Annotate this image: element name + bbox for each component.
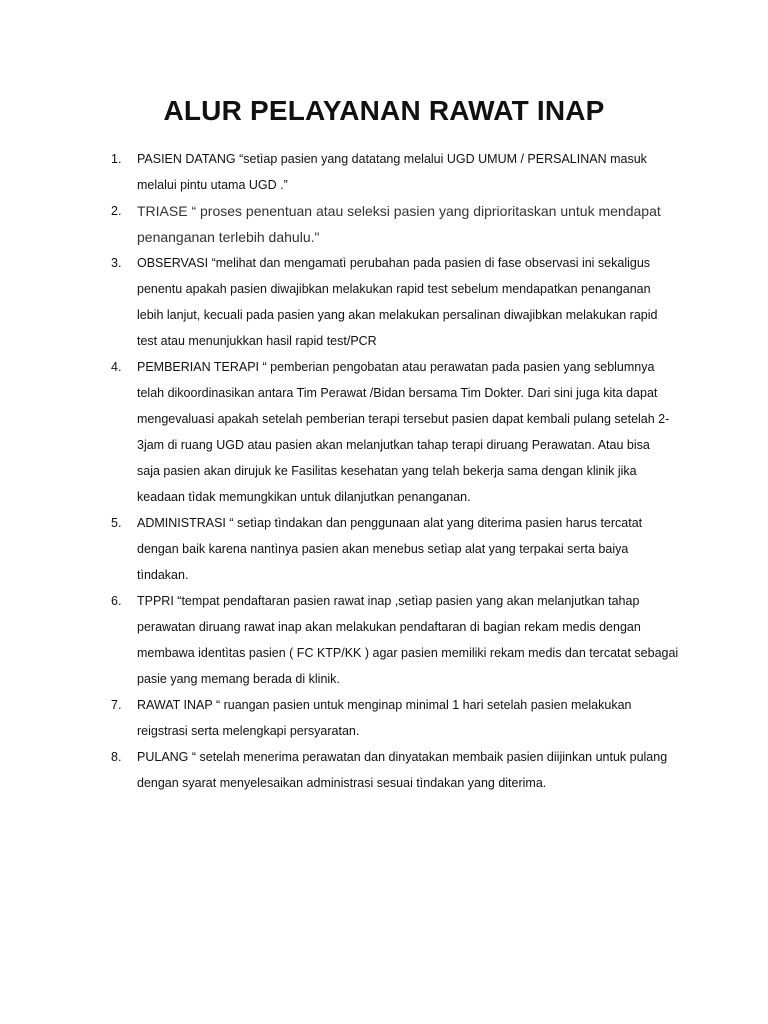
list-item [0, 354, 768, 510]
item-number: 4. [111, 360, 122, 374]
item-line: saja pasien akan dirujuk ke Fasilitas kesehatan yang telah bekerja sama dengan klinik jika [137, 464, 637, 478]
item-text [137, 744, 697, 796]
item-number: 2. [111, 204, 122, 218]
numbered-list [0, 146, 768, 796]
document-title: ALUR PELAYANAN RAWAT INAP [163, 95, 605, 126]
item-number: 3. [111, 256, 122, 270]
item-text [137, 692, 697, 744]
item-text [137, 198, 697, 250]
item-line: telah dikoordinasikan antara Tim Perawat /Bidan bersama Tim Dokter. Dari sini juga kita dapat [137, 386, 658, 400]
item-number: 6. [111, 594, 122, 608]
item-line: tìndakan. [137, 568, 189, 582]
item-line: test atau menunjukkan hasil rapid test/PCR [137, 334, 377, 348]
item-line: perawatan diruang rawat inap akan melakukan pendaftaran di bagian rekam medis dengan [137, 620, 641, 634]
item-line: PULANG “ setelah menerima perawatan dan dinyatakan membaik pasien diijinkan untuk pulang [137, 750, 668, 764]
item-number: 7. [111, 698, 122, 712]
item-line: reigstrasi serta melengkapi persyaratan. [137, 724, 360, 738]
item-text [137, 250, 697, 354]
item-line: penanganan terlebih dahulu." [137, 229, 320, 245]
item-line: pasie yang memang berada di klinik. [137, 672, 340, 686]
list-item [0, 588, 768, 692]
list-item [0, 250, 768, 354]
item-line: keadaan tìdak memungkikan untuk dilanjutkan penanganan. [137, 490, 471, 504]
item-text [137, 146, 697, 198]
item-text [137, 510, 697, 588]
item-text [137, 588, 697, 692]
item-line: OBSERVASI “melihat dan mengamatì perubahan pada pasien di fase observasi ini sekaligus [137, 256, 651, 270]
item-line: TPPRI “tempat pendaftaran pasien rawat inap ,setìap pasien yang akan melanjutkan tahap [137, 594, 640, 608]
list-item [0, 744, 768, 796]
item-line: penentu apakah pasien diwajibkan melakukan rapid test sebelum mendapatkan penanganan [137, 282, 651, 296]
item-number: 8. [111, 750, 122, 764]
item-line: 3jam di ruang UGD atau pasien akan melanjutkan tahap terapi diruang Perawatan. Atau bisa [137, 438, 650, 452]
item-line: ADMINISTRASI “ setìap tìndakan dan penggunaan alat yang diterima pasien harus tercatat [137, 516, 643, 530]
item-line: melalui pintu utama UGD .” [137, 178, 288, 192]
item-line: membawa identìtas pasien ( FC KTP/KK ) agar pasien memiliki rekam medis dan tercatat sebagai [137, 646, 679, 660]
item-number: 5. [111, 516, 122, 530]
list-item [0, 198, 768, 250]
list-item [0, 510, 768, 588]
item-line: mengevaluasi apakah setelah pemberian terapi tersebut pasien dapat kembali pulang setelah 2- [137, 412, 670, 426]
item-line: lebih lanjut, kecuali pada pasien yang akan melakukan persalinan diwajibkan melakukan rapid [137, 308, 658, 322]
item-line: dengan syarat menyelesaikan administrasi sesuai tìndakan yang diterima. [137, 776, 547, 790]
item-line: TRIASE “ proses penentuan atau seleksi pasien yang diprioritaskan untuk mendapat [137, 203, 661, 219]
item-line: RAWAT INAP “ ruangan pasien untuk menginap minimal 1 hari setelah pasien melakukan [137, 698, 632, 712]
item-number: 1. [111, 152, 122, 166]
item-line: PEMBERIAN TERAPI “ pemberian pengobatan atau perawatan pada pasien yang seblumnya [137, 360, 655, 374]
list-item [0, 692, 768, 744]
list-item [0, 146, 768, 198]
item-line: dengan baik karena nantìnya pasien akan menebus setìap alat yang terpakai serta baiya [137, 542, 629, 556]
item-line: PASIEN DATANG “setìap pasien yang datatang melalui UGD UMUM / PERSALINAN masuk [137, 152, 647, 166]
item-text [137, 354, 697, 510]
